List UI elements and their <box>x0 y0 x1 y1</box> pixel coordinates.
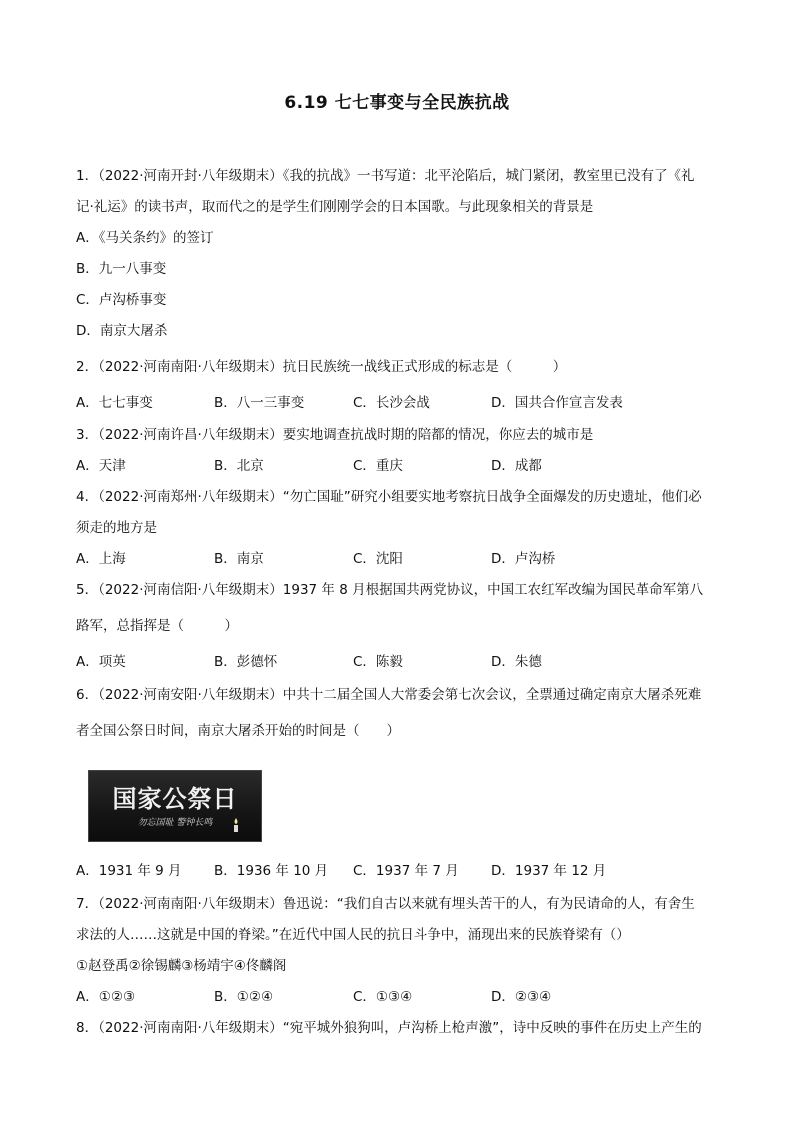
banner-title: 国家公祭日 <box>112 785 238 813</box>
question-4-option-d: D．卢沟桥 <box>491 551 556 567</box>
question-8-stem-line-1: 8．（2022·河南南阳·八年级期末）“宛平城外狼狗叫，卢沟桥上枪声激”，诗中反映的事件在历史上产生的 <box>76 1020 702 1036</box>
question-2-options <box>76 394 726 412</box>
question-4-options <box>76 550 726 568</box>
question-3-option-c: C．重庆 <box>353 458 403 474</box>
question-1-option-a: A．《马关条约》的签订 <box>76 230 214 246</box>
question-3-option-b: B．北京 <box>214 458 264 474</box>
question-2-option-a: A．七七事变 <box>76 395 153 411</box>
question-5-stem-line-2: 路军，总指挥是（ ） <box>76 618 238 634</box>
question-7-option-d: D．②③④ <box>491 989 552 1005</box>
question-5-option-c: C．陈毅 <box>353 654 403 670</box>
question-7-options <box>76 988 726 1006</box>
question-7-stem-line-1: 7．（2022·河南南阳·八年级期末）鲁迅说：“我们自古以来就有埋头苦干的人，有为民请命的人，有舍生 <box>76 896 695 912</box>
question-3-option-a: A．天津 <box>76 458 126 474</box>
question-7-stem-line-2: 求法的人……这就是中国的脊梁。”在近代中国人民的抗日斗争中，涌现出来的民族脊梁有（） <box>76 927 630 943</box>
question-2-option-c: C．长沙会战 <box>353 395 430 411</box>
question-7-option-a: A．①②③ <box>76 989 136 1005</box>
question-4-option-b: B．南京 <box>214 551 264 567</box>
memorial-day-banner-image <box>88 770 262 842</box>
question-6-option-c: C．1937 年 7 月 <box>353 863 459 879</box>
question-4-stem-line-2: 须走的地方是 <box>76 520 157 536</box>
question-2-stem: 2．（2022·河南南阳·八年级期末）抗日民族统一战线正式形成的标志是（ ） <box>76 359 567 375</box>
question-3-options <box>76 457 726 475</box>
question-7-choices: ①赵登禹②徐锡麟③杨靖宇④佟麟阁 <box>76 958 287 974</box>
question-5-options <box>76 653 726 671</box>
question-2-option-b: B．八一三事变 <box>214 395 305 411</box>
question-6-option-b: B．1936 年 10 月 <box>214 863 329 879</box>
question-7-option-b: B．①②④ <box>214 989 274 1005</box>
question-6-stem-line-1: 6．（2022·河南安阳·八年级期末）中共十二届全国人大常委会第七次会议，全票通过确定南京大屠杀死难 <box>76 687 702 703</box>
question-4-stem-line-1: 4．（2022·河南郑州·八年级期末）“勿亡国耻”研究小组要实地考察抗日战争全面爆发的历史遗址，他们必 <box>76 489 702 505</box>
question-5-option-d: D．朱德 <box>491 654 542 670</box>
question-6-option-d: D．1937 年 12 月 <box>491 863 607 879</box>
question-5-stem-line-1: 5．（2022·河南信阳·八年级期末）1937 年 8 月根据国共两党协议，中国工农红军改编为国民革命军第八 <box>76 582 704 598</box>
banner-subtitle: 勿忘国耻 警钟长鸣 <box>137 818 213 828</box>
question-2-option-d: D．国共合作宣言发表 <box>491 395 623 411</box>
question-5-option-a: A．项英 <box>76 654 126 670</box>
question-3-option-d: D．成都 <box>491 458 542 474</box>
question-6-stem-line-2: 者全国公祭日时间，南京大屠杀开始的时间是（ ） <box>76 723 400 739</box>
question-4-option-c: C．沈阳 <box>353 551 403 567</box>
question-5-option-b: B．彭德怀 <box>214 654 278 670</box>
question-1-stem-line-2: 记·礼运》的读书声，取而代之的是学生们刚刚学会的日本国歌。与此现象相关的背景是 <box>76 199 594 215</box>
question-3-stem: 3．（2022·河南许昌·八年级期末）要实地调查抗战时期的陪都的情况，你应去的城市是 <box>76 427 594 443</box>
question-6-options <box>76 862 726 880</box>
question-7-option-c: C．①③④ <box>353 989 413 1005</box>
candle-icon <box>231 818 241 832</box>
question-1-stem-line-1: 1．（2022·河南开封·八年级期末）《我的抗战》一书写道：北平沦陷后，城门紧闭，教室里已没有了《礼 <box>76 168 695 184</box>
question-4-option-a: A．上海 <box>76 551 126 567</box>
question-1-option-d: D．南京大屠杀 <box>76 323 168 339</box>
question-1-option-c: C．卢沟桥事变 <box>76 292 167 308</box>
page-title: 6.19 七七事变与全民族抗战 <box>284 93 510 113</box>
question-1-option-b: B．九一八事变 <box>76 261 167 277</box>
question-6-option-a: A．1931 年 9 月 <box>76 863 182 879</box>
